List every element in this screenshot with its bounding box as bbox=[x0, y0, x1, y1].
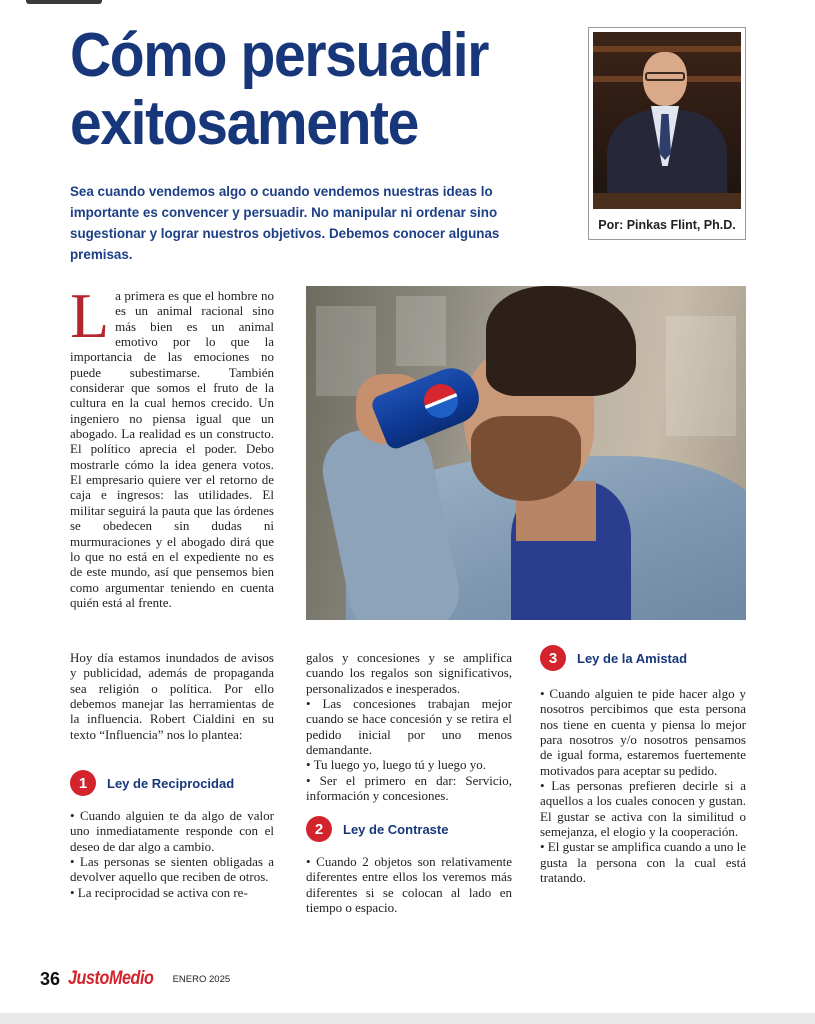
list-item: • Las concesiones trabajan mejor cuando se hace concesión y se retira el pedido inicial por uno menos demandante. bbox=[306, 696, 512, 758]
list-item: • El gustar se amplifica cuando a uno le gusta la persona con la cual está tratando. bbox=[540, 839, 746, 886]
list-item: • Ser el primero en dar: Servicio, información y concesiones. bbox=[306, 772, 512, 804]
list-item: • La reciprocidad se activa con re- bbox=[70, 884, 248, 900]
law-1-title: Ley de Reciprocidad bbox=[107, 775, 235, 791]
page-footer bbox=[40, 968, 230, 990]
law-2-number-badge: 2 bbox=[306, 816, 332, 842]
list-item: • Cuando alguien te pide hacer algo y nosotros percibimos que esta persona nos tiene en cuenta y piensa lo mejor para nosotros y/o nosotros pensamos de igual forma, estaremos fuertemente motivados para aceptar su pedido. bbox=[540, 686, 746, 778]
list-item: • Las personas prefieren decirle si a aquellos a los cuales conocen y gustan. El gustar se activa con la similitud o semejanza, el elogio y la cooperación. bbox=[540, 778, 746, 840]
author-box bbox=[588, 27, 746, 240]
article-title bbox=[70, 22, 530, 158]
top-tab-decoration bbox=[26, 0, 102, 4]
issue-date: ENERO 2025 bbox=[172, 973, 231, 985]
list-item: • Cuando alguien te da algo de valor uno inmediatamente responde con el deseo de dar algo a cambio. bbox=[70, 808, 274, 854]
list-item-continued: galos y concesiones y se amplifica cuando los regalos son significativos, personalizados e inesperados. bbox=[306, 650, 512, 696]
law-2-title: Ley de Contraste bbox=[343, 821, 449, 837]
intro-paragraph bbox=[70, 280, 274, 610]
title-line-2: exitosamente bbox=[70, 89, 419, 158]
list-item: • Las personas se sienten obligadas a devolver aquello que reciben de otros. bbox=[70, 854, 274, 885]
bottom-strip bbox=[0, 1013, 815, 1024]
law-1-number-badge: 1 bbox=[70, 770, 96, 796]
article-lead: Sea cuando vendemos algo o cuando vendemos nuestras ideas lo importante es convencer y persuadir. No manipular ni ordenar sino sugestionar y lograr nuestros objetivos. Debemos conocer algunas premisas. bbox=[70, 184, 500, 262]
law-2-bullets bbox=[306, 854, 512, 915]
article-photo bbox=[306, 286, 746, 620]
intro-text: a primera es que el hombre no es un animal racional sino más bien es un animal emotivo por lo que la importancia de las emociones no puede subestimarse. También considerar que somos el fruto de la cultura en la cual hemos crecido. Un ingeniero no piensa igual que un abogado. La realidad es un constructo. El político aprecia el poder. Debo mostrarle cómo la idea genera votos. El empresario quiere ver el retorno de caja e ingresos: las utilidades. El militar seguirá la pauta que las órdenes se obedecen sin dudas ni murmuraciones y el abogado dirá que lo que no está en el expediente no es de este mundo, así que pensemos bien como argumentar teniendo en cuenta quién está al frente. bbox=[70, 288, 274, 610]
law-1-heading bbox=[70, 770, 234, 796]
law-3-title: Ley de la Amistad bbox=[577, 650, 688, 666]
law-3-number-badge: 3 bbox=[540, 645, 566, 671]
list-item: • Cuando 2 objetos son relativamente diferentes entre ellos los veremos más diferentes si se colocan al lado en tiempo o espacio. bbox=[306, 854, 512, 916]
page-number: 36 bbox=[40, 968, 61, 989]
law-3-bullets bbox=[540, 686, 746, 885]
author-portrait bbox=[593, 32, 741, 209]
law-2-heading bbox=[306, 816, 448, 842]
magazine-logo: JustoMedio bbox=[68, 968, 154, 989]
law-1-bullets-part2 bbox=[306, 650, 512, 803]
author-byline: Por: Pinkas Flint, Ph.D. bbox=[598, 218, 736, 232]
law-3-heading bbox=[540, 645, 687, 671]
list-item: • Tu luego yo, luego tú y luego yo. bbox=[306, 757, 487, 773]
paragraph-2: Hoy día estamos inundados de avisos y publicidad, además de propaganda sea religión o política. Por ello debemos manejar las herramientas de la influencia. Robert Cialdini en su texto “Influencia” nos lo plantea: bbox=[70, 650, 274, 742]
dropcap: L bbox=[70, 280, 110, 351]
title-line-1: Cómo persuadir bbox=[70, 21, 489, 90]
law-1-bullets-part1 bbox=[70, 808, 274, 900]
